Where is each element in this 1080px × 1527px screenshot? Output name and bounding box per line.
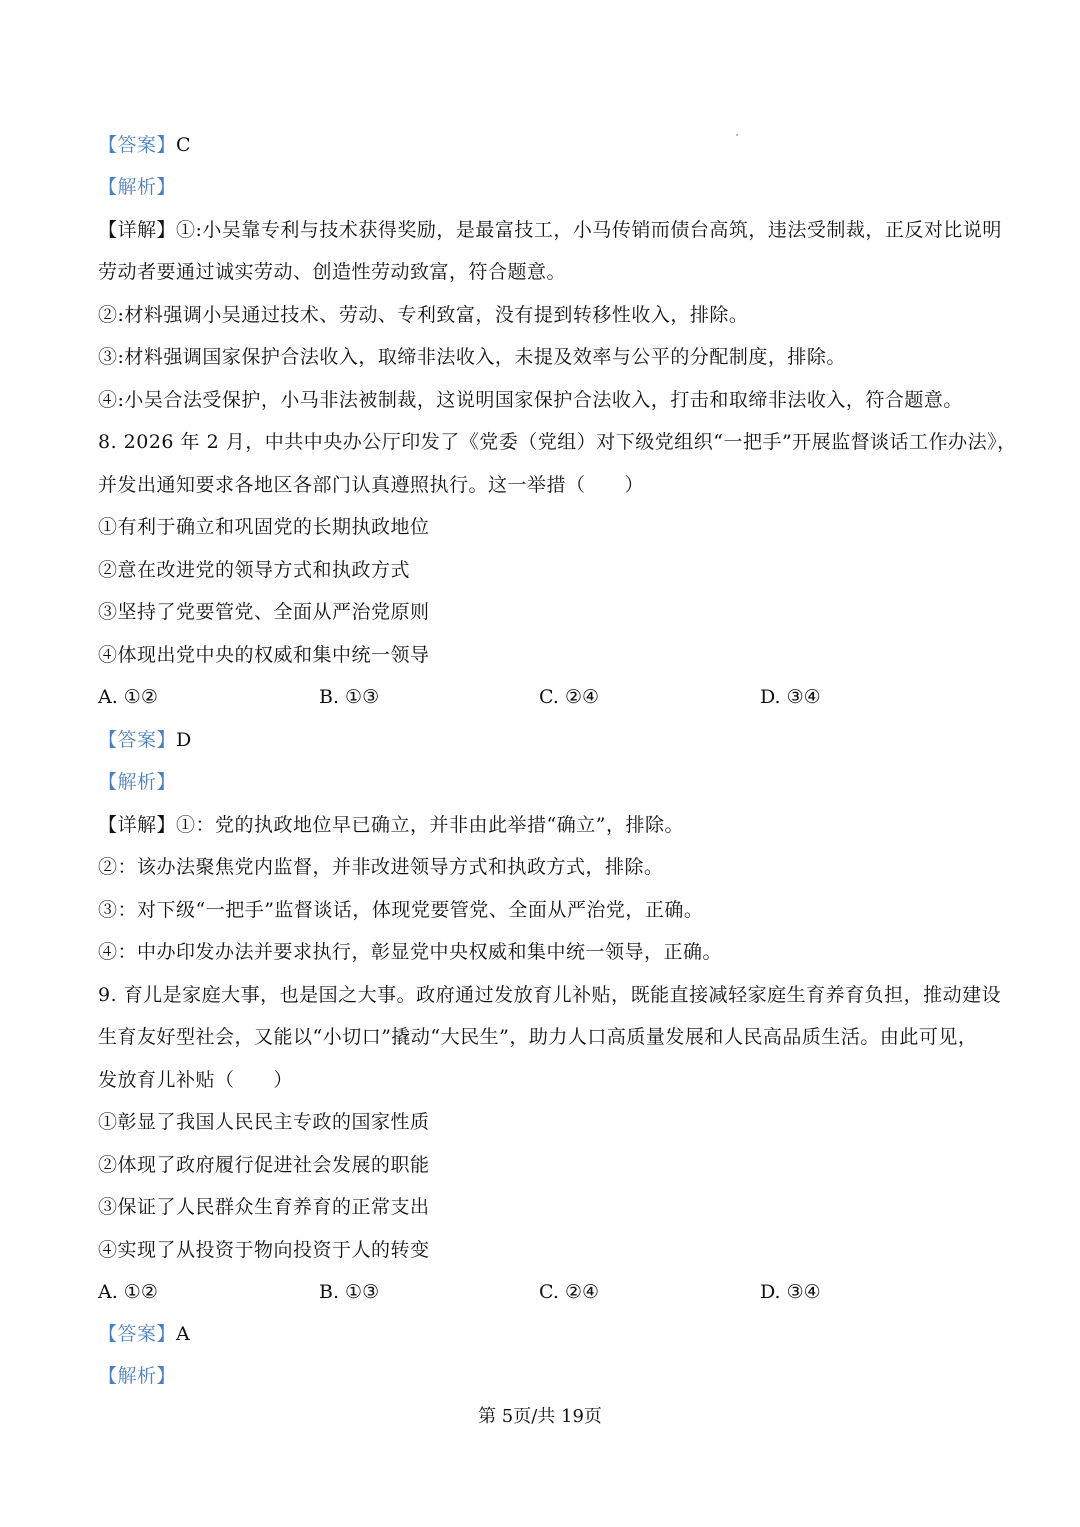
q8-stem-line-2: 并发出通知要求各地区各部门认真遵照执行。这一举措（ ） (98, 474, 645, 496)
q8-answer-line (98, 726, 1000, 754)
q9-answer-line (98, 1320, 1000, 1348)
detail-label: 【详解】 (98, 814, 177, 836)
q8-statement-4: ④体现出党中央的权威和集中统一领导 (98, 644, 430, 666)
q8-option-b: B. ①③ (319, 686, 380, 708)
detail-text: ①：党的执政地位早已确立，并非由此举措“确立”，排除。 (176, 814, 684, 836)
q9-stem-line-2: 生育友好型社会，又能以“小切口”撬动“大民生”，助力人口高质量发展和人民高品质生活。由此可见， (98, 1026, 978, 1048)
analysis-label: 【解析】 (98, 771, 177, 793)
q9-stem-line-3: 发放育儿补贴（ ） (98, 1069, 294, 1091)
q8-stem-line-1: 8. 2026 年 2 月，中共中央办公厅印发了《党委（党组）对下级党组织“一把手”开展监督谈话工作办法》， (98, 431, 1017, 453)
detail-continuation: 劳动者要通过诚实劳动、创造性劳动致富，符合题意。 (98, 261, 567, 283)
analysis-label: 【解析】 (98, 1365, 177, 1387)
q8-analysis-heading (98, 768, 1000, 796)
q9-option-a: A. ①② (98, 1281, 158, 1303)
detail-label: 【详解】 (98, 219, 177, 241)
q8-detail-item-2: ②：该办法聚焦党内监督，并非改进领导方式和执政方式，排除。 (98, 856, 664, 878)
answer-value: C (176, 134, 192, 156)
q9-option-c: C. ②④ (539, 1281, 600, 1303)
page-footer: 第 5页/共 19页 (478, 1406, 602, 1427)
q8-statement-3: ③坚持了党要管党、全面从严治党原则 (98, 601, 430, 623)
q8-detail-item-3: ③：对下级“一把手”监督谈话，体现党要管党、全面从严治党，正确。 (98, 899, 704, 921)
q8-statement-2: ②意在改进党的领导方式和执政方式 (98, 559, 411, 581)
q8-option-c: C. ②④ (539, 686, 600, 708)
detail-item-4: ④:小吴合法受保护，小马非法被制裁，这说明国家保护合法收入，打击和取缔非法收入，符合题意。 (98, 389, 963, 411)
q9-stem-line-1: 9. 育儿是家庭大事，也是国之大事。政府通过发放育儿补贴，既能直接减轻家庭生育养育负担，推动建设 (98, 984, 1002, 1006)
answer-line (98, 131, 1000, 159)
detail-line (98, 216, 1000, 244)
detail-item-3: ③:材料强调国家保护合法收入，取缔非法收入，未提及效率与公平的分配制度，排除。 (98, 346, 846, 368)
q9-statement-3: ③保证了人民群众生育养育的正常支出 (98, 1196, 430, 1218)
q8-statement-1: ①有利于确立和巩固党的长期执政地位 (98, 516, 430, 538)
q9-statement-2: ②体现了政府履行促进社会发展的职能 (98, 1154, 430, 1176)
detail-item-2: ②:材料强调小吴通过技术、劳动、专利致富，没有提到转移性收入，排除。 (98, 304, 749, 326)
q8-detail-item-4: ④：中办印发办法并要求执行，彰显党中央权威和集中统一领导，正确。 (98, 941, 723, 963)
q9-option-b: B. ①③ (319, 1281, 380, 1303)
answer-label: 【答案】 (98, 1323, 177, 1345)
detail-text: ①:小吴靠专利与技术获得奖励，是最富技工，小马传销而债台高筑，违法受制裁，正反对比说明 (176, 219, 1002, 241)
analysis-heading (98, 173, 1000, 201)
q9-option-d: D. ③④ (760, 1281, 821, 1303)
answer-value: A (176, 1323, 191, 1345)
answer-label: 【答案】 (98, 134, 177, 156)
q9-statement-4: ④实现了从投资于物向投资于人的转变 (98, 1239, 430, 1261)
q8-option-a: A. ①② (98, 686, 158, 708)
q8-option-d: D. ③④ (760, 686, 821, 708)
q8-detail-line (98, 811, 1000, 839)
analysis-label: 【解析】 (98, 176, 177, 198)
answer-label: 【答案】 (98, 729, 177, 751)
q9-analysis-heading (98, 1362, 1000, 1390)
q9-statement-1: ①彰显了我国人民民主专政的国家性质 (98, 1111, 430, 1133)
answer-value: D (176, 729, 192, 751)
